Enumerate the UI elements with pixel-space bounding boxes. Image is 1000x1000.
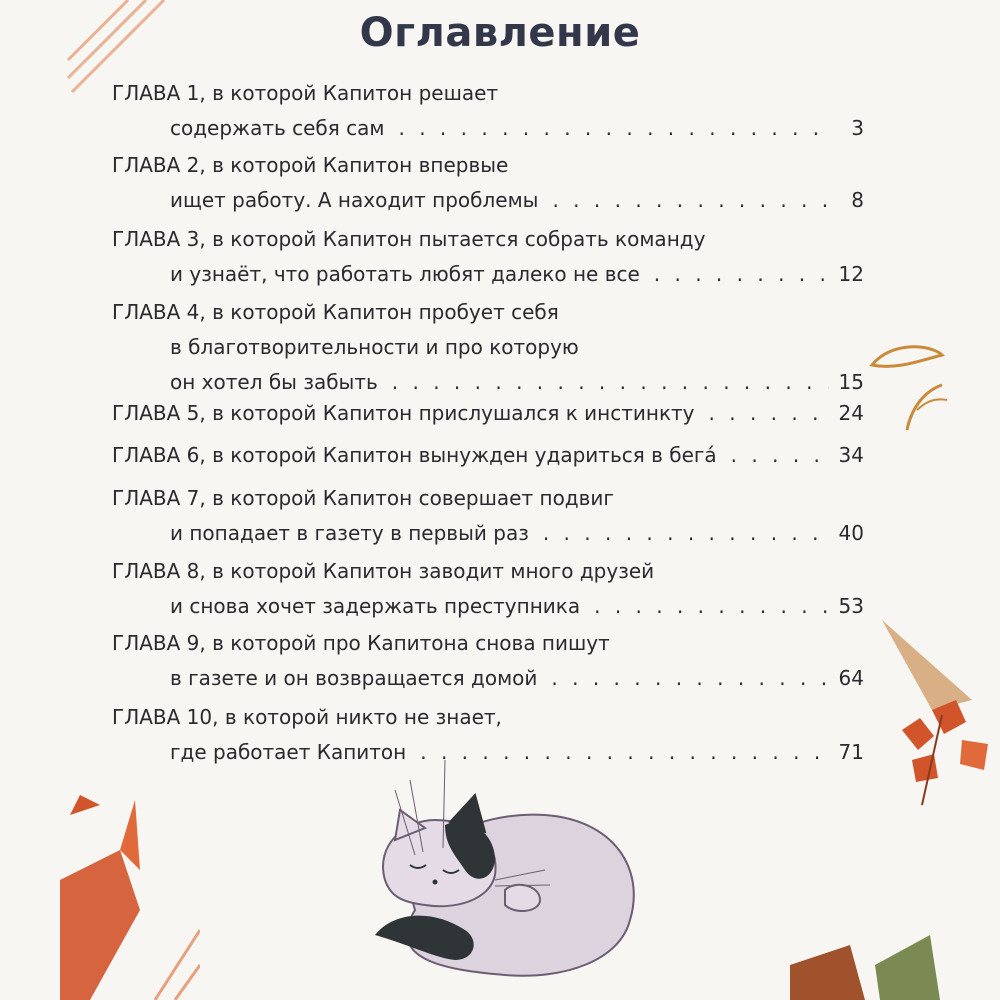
toc-entry-7[interactable]: [112, 485, 864, 555]
toc-entry-line: ГЛАВА 7, в которой Капитон совершает подвиг: [112, 486, 614, 510]
wheat-ear-icon: [862, 330, 952, 440]
toc-entry-title: содержать себя сам: [170, 116, 385, 140]
toc-entry-8[interactable]: [112, 558, 864, 628]
page-number: 12: [838, 262, 864, 286]
toc-entry-line: ГЛАВА 8, в которой Капитон заводит много друзей: [112, 559, 655, 583]
page-number: 34: [838, 443, 864, 467]
dot-leader: [552, 187, 830, 213]
autumn-leaf-icon: [60, 790, 200, 1000]
toc-entry-title: и узнаёт, что работать любят далеко не все: [170, 262, 640, 286]
autumn-leaf-icon: [790, 925, 940, 1000]
dot-leader: [399, 115, 831, 141]
dot-leader: [654, 261, 829, 287]
dot-leader: [543, 520, 829, 546]
toc-entry-title: ГЛАВА 5, в которой Капитон прислушался к инстинкту: [112, 401, 695, 425]
page-title: Оглавление: [359, 10, 641, 56]
autumn-leaf-icon: [862, 620, 1000, 820]
toc-entry-title: в газете и он возвращается домой: [170, 666, 538, 690]
toc-entry-title: и снова хочет задержать преступника: [170, 594, 581, 618]
toc-entry-line: ГЛАВА 1, в которой Капитон решает: [112, 81, 499, 105]
toc-entry-6[interactable]: [112, 442, 864, 477]
toc-entry-line: ГЛАВА 10, в которой никто не знает,: [112, 705, 502, 729]
toc-entry-title: ГЛАВА 6, в которой Капитон вынужден удариться в бегá: [112, 443, 717, 467]
toc-entry-line: ГЛАВА 9, в которой про Капитона снова пишут: [112, 631, 610, 655]
toc-entry-line: ГЛАВА 3, в которой Капитон пытается собрать команду: [112, 227, 706, 251]
toc-entry-title: и попадает в газету в первый раз: [170, 521, 529, 545]
toc-entry-5[interactable]: [112, 400, 864, 435]
dot-leader: [709, 400, 829, 426]
dot-leader: [731, 442, 829, 468]
page-number: 3: [851, 116, 864, 140]
page-number: 40: [838, 521, 864, 545]
page-number: 53: [838, 594, 864, 618]
toc-entry-4[interactable]: [112, 299, 864, 404]
toc-entry-9[interactable]: [112, 630, 864, 700]
toc-entry-line: ГЛАВА 2, в которой Капитон впервые: [112, 153, 509, 177]
toc-entry-3[interactable]: [112, 226, 864, 296]
page-number: 71: [838, 740, 864, 764]
dot-leader: [392, 369, 829, 395]
toc-entry-line: в благотворительности и про которую: [170, 335, 579, 359]
dot-leader: [594, 593, 828, 619]
dot-leader: [551, 665, 828, 691]
toc-entry-title: ищет работу. А находит проблемы: [170, 188, 539, 212]
toc-entry-2[interactable]: [112, 152, 864, 222]
page-number: 24: [838, 401, 864, 425]
page-number: 64: [838, 666, 864, 690]
sleeping-cat-illustration: [355, 760, 655, 1000]
page-number: 15: [838, 370, 864, 394]
toc-entry-title: он хотел бы забыть: [170, 370, 378, 394]
toc-entry-line: ГЛАВА 4, в которой Капитон пробует себя: [112, 300, 559, 324]
orange-stripes-icon: [58, 0, 168, 100]
toc-entry-1[interactable]: [112, 80, 864, 150]
toc-entry-title: где работает Капитон: [170, 740, 407, 764]
page-number: 8: [851, 188, 864, 212]
